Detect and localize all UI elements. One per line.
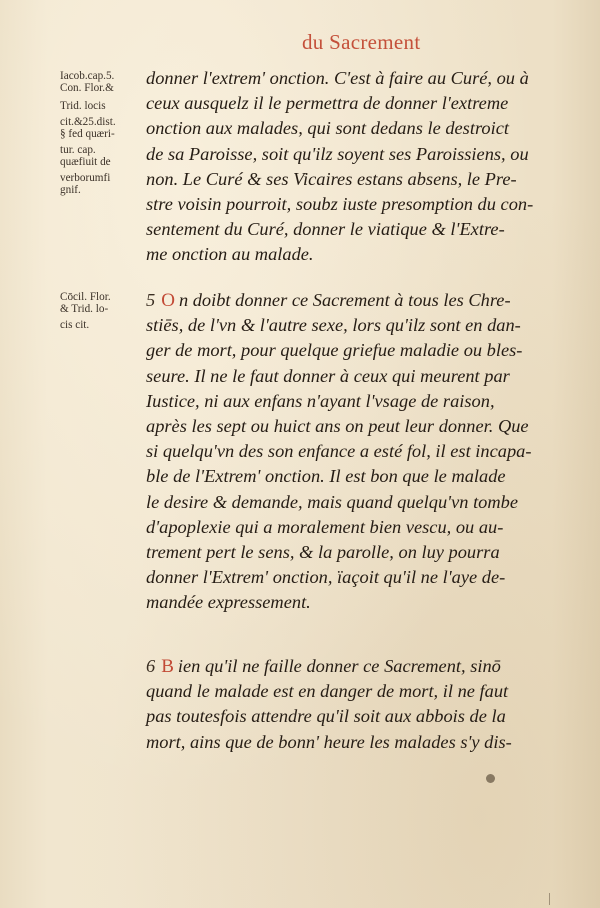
text-line: d'apoplexie qui a moralement bien vescu, ou au- — [146, 516, 504, 537]
margin-note-line: Trid. locis — [60, 100, 106, 112]
text-line: ger de mort, pour quelque griefue maladie ou bles- — [146, 340, 523, 361]
margin-note-1 — [60, 70, 146, 196]
text-line: ble de l'Extrem' onction. Il est bon que le malade — [146, 466, 506, 487]
margin-note-line: & Trid. lo- — [60, 303, 109, 315]
margin-note-line: verborumfi — [60, 172, 111, 184]
text-line: mandée expressement. — [146, 592, 311, 613]
text-line: me onction au malade. — [146, 244, 314, 265]
text-line — [146, 288, 590, 313]
text-line: pas toutesfois attendre qu'il soit aux abbois de la — [146, 706, 506, 727]
paragraph-2 — [146, 288, 590, 616]
text-line: stiēs, de l'vn & l'autre sexe, lors qu'ilz sont en dan- — [146, 315, 521, 336]
margin-note-line: quæfiuit de — [60, 156, 111, 168]
margin-note-line: Con. Flor.& — [60, 82, 114, 94]
initial-letter: B — [161, 656, 174, 677]
text-line: onction aux malades, qui sont dedans le destroict — [146, 118, 509, 139]
page-edge-mark — [549, 893, 550, 905]
text-line: quand le malade est en danger de mort, il ne faut — [146, 681, 509, 702]
margin-note-line: cis cit. — [60, 319, 90, 331]
margin-note-line: cit.&25.dist. — [60, 116, 116, 128]
margin-note-2 — [60, 291, 146, 331]
text-line: stre voisin pourroit, soubz iuste presomption du con- — [146, 194, 534, 215]
text-line: donner l'Extrem' onction, ïaçoit qu'il ne l'aye de- — [146, 567, 506, 588]
text-line: le desire & demande, mais quand quelqu'vn tombe — [146, 491, 519, 512]
text-line-content: n doibt donner ce Sacrement à tous les Chre- — [178, 290, 511, 310]
paragraph-3 — [146, 654, 590, 755]
text-line: Iustice, ni aux enfans n'ayant l'vsage de raison, — [146, 390, 495, 411]
running-head: du Sacrement — [302, 30, 421, 54]
initial-letter: O — [161, 290, 175, 311]
paragraph-1 — [146, 66, 590, 268]
text-line: ceux ausquelz il le permettra de donner l'extreme — [146, 93, 509, 114]
margin-note-line: Cōcil. Flor. — [60, 291, 111, 303]
text-line: non. Le Curé & ses Vicaires estans absens, le Pre- — [146, 168, 517, 189]
text-line-content: ien qu'il ne faille donner ce Sacrement, sinō — [177, 656, 501, 676]
paragraph-number: 5 — [146, 290, 156, 310]
text-line: si quelqu'vn des son enfance a esté fol, il est incapa- — [146, 441, 532, 462]
text-line — [146, 654, 590, 679]
margin-note-line: § fed quæri- — [60, 128, 115, 140]
text-line: seure. Il ne le faut donner à ceux qui meurent par — [146, 365, 510, 386]
text-line: sentement du Curé, donner le viatique & l'Extre- — [146, 219, 505, 240]
margin-note-line: gnif. — [60, 184, 81, 196]
paragraph-number: 6 — [146, 656, 156, 676]
text-line: donner l'extrem' onction. C'est à faire au Curé, ou à — [146, 68, 529, 88]
text-line: mort, ains que de bonn' heure les malades s'y dis- — [146, 731, 512, 752]
margin-note-line: tur. cap. — [60, 144, 96, 156]
margin-note-line: Iacob.cap.5. — [60, 70, 115, 82]
text-line: après les sept ou huict ans on peut leur donner. Que — [146, 416, 529, 437]
text-line: trement pert le sens, & la parolle, on luy pourra — [146, 542, 500, 563]
text-line: de sa Paroisse, soit qu'ilz soyent ses Paroissiens, ou — [146, 143, 529, 164]
ink-blot — [486, 774, 495, 783]
